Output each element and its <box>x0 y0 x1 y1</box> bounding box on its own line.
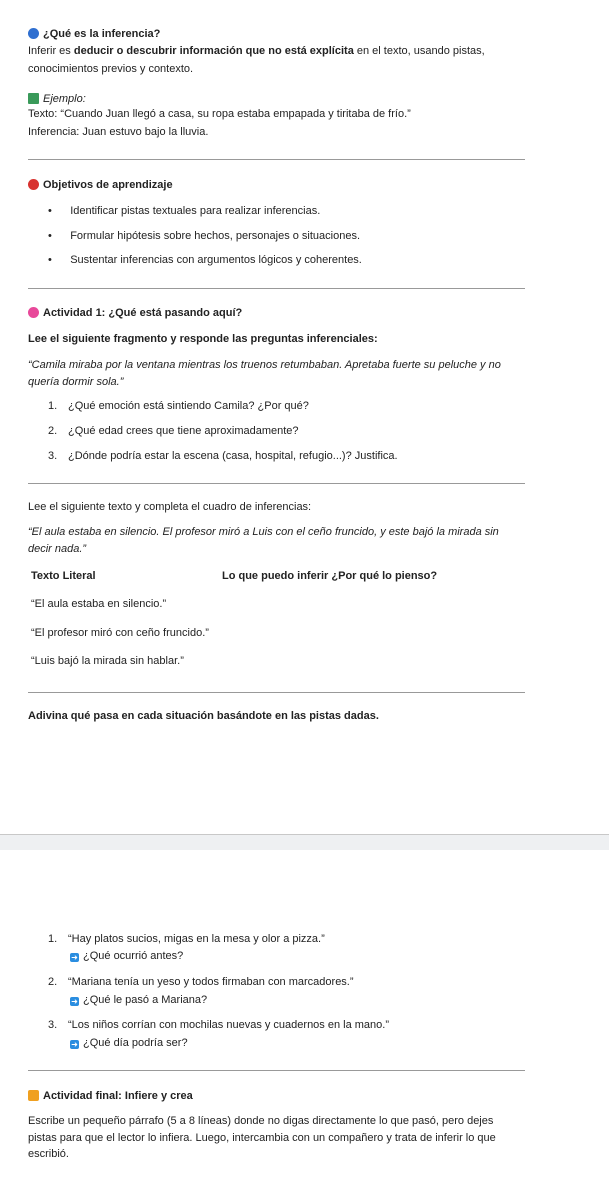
activity1-quote-line2: quería dormir sola.” <box>28 376 124 388</box>
question-number: 3. <box>48 450 58 462</box>
situation-question <box>70 1036 188 1050</box>
table-row: “El aula estaba en silencio.” <box>31 598 167 610</box>
objectives-title-text: Objetivos de aprendizaje <box>43 179 173 191</box>
situation-item <box>48 975 354 989</box>
activity1-quote: “Camila miraba por la ventana mientras los truenos retumbaban. Apretaba fuerte su peluche y no <box>28 359 501 371</box>
para-pre: Inferir es <box>28 45 74 57</box>
final-paragraph-line3: escribió. <box>28 1148 69 1160</box>
activity3-title: Adivina qué pasa en cada situación basándote en las pistas dadas. <box>28 710 379 722</box>
divider <box>28 1070 525 1071</box>
divider <box>28 483 525 484</box>
situation-number: 3. <box>48 1019 58 1031</box>
question-item <box>48 424 299 438</box>
arrow-right-icon: ➜ <box>71 1040 78 1049</box>
table-row: “El profesor miró con ceño fruncido.” <box>31 627 209 639</box>
situation-question <box>70 993 207 1007</box>
situation-text: “Los niños corrían con mochilas nuevas y cuadernos en la mano.” <box>68 1019 390 1031</box>
objectives-title <box>28 178 173 192</box>
activity2-instruction: Lee el siguiente texto y completa el cuadro de inferencias: <box>28 501 312 513</box>
objective-text: Identificar pistas textuales para realizar inferencias. <box>70 205 321 217</box>
final-paragraph: Escribe un pequeño párrafo (5 a 8 líneas) donde no digas directamente lo que pasó, pero dejes <box>28 1115 494 1127</box>
intro-title <box>28 27 160 41</box>
para-bold: deducir o descubrir información que no está explícita <box>73 45 354 57</box>
table-row: “Luis bajó la mirada sin hablar.” <box>31 655 184 667</box>
divider <box>28 288 525 289</box>
objective-item: • Formular hipótesis sobre hechos, personajes o situaciones. <box>48 230 361 242</box>
objective-item: • Identificar pistas textuales para realizar inferencias. <box>48 205 321 217</box>
intro-paragraph-line2: conocimientos previos y contexto. <box>28 63 194 75</box>
question-number: 2. <box>48 425 58 437</box>
question-text: ¿Qué edad crees que tiene aproximadamente? <box>68 425 299 437</box>
activity1-title <box>28 306 242 320</box>
intro-title-text: ¿Qué es la inferencia? <box>43 28 161 40</box>
situation-item <box>48 932 325 946</box>
final-title-text: Actividad final: Infiere y crea <box>43 1090 193 1102</box>
table-header-literal: Texto Literal <box>31 570 96 582</box>
question-item <box>48 449 398 463</box>
example-text: Texto: “Cuando Juan llegó a casa, su ropa estaba empapada y tiritaba de frío.” <box>28 108 411 120</box>
example-label <box>28 92 86 106</box>
situation-question-text: ¿Qué día podría ser? <box>83 1037 188 1049</box>
activity2-quote: “El aula estaba en silencio. El profesor miró a Luis con el ceño fruncido, y este bajó la mirada sin <box>28 526 499 538</box>
situation-number: 1. <box>48 933 58 945</box>
page-break <box>0 834 609 850</box>
divider <box>28 692 525 693</box>
table-header-infer: Lo que puedo inferir ¿Por qué lo pienso? <box>222 570 438 582</box>
final-paragraph-line2: pistas para que el lector lo infiera. Luego, intercambia con un compañero y trata de inferir lo que <box>28 1132 496 1144</box>
example-label-text: Ejemplo: <box>43 93 86 105</box>
magnifier-icon <box>28 28 39 39</box>
situation-question <box>70 949 183 963</box>
activity2-quote-line2: decir nada.” <box>28 543 87 555</box>
divider <box>28 159 525 160</box>
objective-item: • Sustentar inferencias con argumentos lógicos y coherentes. <box>48 254 362 266</box>
target-icon <box>28 179 39 190</box>
question-item <box>48 399 309 413</box>
para-post: en el texto, usando pistas, <box>353 45 485 57</box>
situation-text: “Hay platos sucios, migas en la mesa y olor a pizza.” <box>68 933 325 945</box>
brain-icon <box>28 307 39 318</box>
arrow-right-icon: ➜ <box>71 953 78 962</box>
pencil-icon <box>28 1090 39 1101</box>
question-text: ¿Qué emoción está sintiendo Camila? ¿Por qué? <box>68 400 309 412</box>
books-icon <box>28 93 39 104</box>
question-text: ¿Dónde podría estar la escena (casa, hospital, refugio...)? Justifica. <box>68 450 398 462</box>
final-title <box>28 1089 193 1103</box>
activity1-instruction: Lee el siguiente fragmento y responde las preguntas inferenciales: <box>28 333 378 345</box>
situation-number: 2. <box>48 976 58 988</box>
intro-paragraph <box>28 44 485 58</box>
situation-item <box>48 1018 389 1032</box>
situation-text: “Mariana tenía un yeso y todos firmaban con marcadores.” <box>68 976 354 988</box>
question-number: 1. <box>48 400 58 412</box>
example-inference: Inferencia: Juan estuvo bajo la lluvia. <box>28 126 209 138</box>
objective-text: Sustentar inferencias con argumentos lógicos y coherentes. <box>70 254 362 266</box>
situation-question-text: ¿Qué ocurrió antes? <box>83 950 184 962</box>
situation-question-text: ¿Qué le pasó a Mariana? <box>83 994 208 1006</box>
arrow-right-icon: ➜ <box>71 997 78 1006</box>
objective-text: Formular hipótesis sobre hechos, personajes o situaciones. <box>70 230 361 242</box>
activity1-title-text: Actividad 1: ¿Qué está pasando aquí? <box>43 307 243 319</box>
